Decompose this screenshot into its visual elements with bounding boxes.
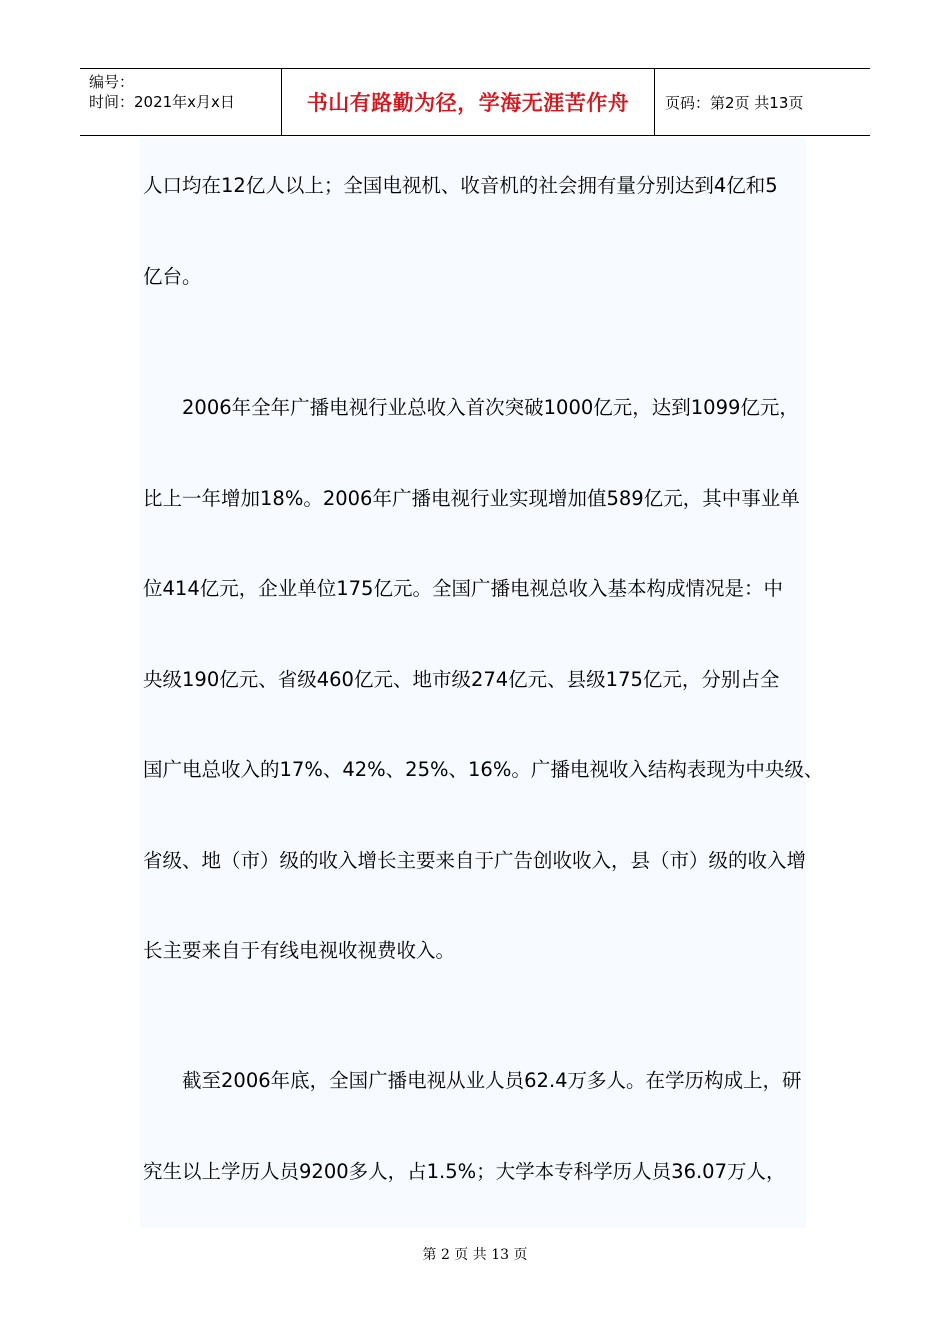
document-date-label: 时间：2021年x月x日	[89, 93, 235, 111]
paragraph-line: 比上一年增加18%。2006年广播电视行业实现增加值589亿元，其中事业单	[143, 486, 800, 510]
header-meta-cell	[80, 69, 282, 135]
paragraph-line: 位414亿元，企业单位175亿元。全国广播电视总收入基本构成情况是：中	[143, 577, 783, 600]
paragraph-line: 长主要来自于有线电视收视费收入。	[143, 939, 456, 962]
header-motto: 书山有路勤为径，学海无涯苦作舟	[306, 91, 630, 115]
paragraph-2	[143, 363, 824, 997]
paragraph-line: 究生以上学历人员9200多人，占1.5%；大学本专科学历人员36.07万人，	[143, 1159, 786, 1183]
header-page-cell	[655, 69, 870, 135]
paragraph-line: 截至2006年底，全国广播电视从业人员62.4万多人。在学历构成上，研	[182, 1069, 802, 1092]
paragraph-line: 国广电总收入的17%、42%、25%、16%。广播电视收入结构表现为中央级、	[143, 758, 824, 781]
paragraph-line: 央级190亿元、省级460亿元、地市级274亿元、县级175亿元，分别占全	[143, 667, 780, 691]
page-footer: 第 2 页 共 13 页	[422, 1247, 528, 1263]
header-page-info: 页码：第2页 共13页	[665, 93, 804, 112]
paragraph-line: 省级、地（市）级的收入增长主要来自于广告创收收入，县（市）级的收入增	[143, 848, 807, 872]
paragraph-1	[143, 141, 813, 322]
paragraph-line: 亿台。	[143, 264, 202, 288]
paragraph-line: 人口均在12亿人以上；全国电视机、收音机的社会拥有量分别达到4亿和5	[143, 174, 778, 197]
page-header	[80, 68, 870, 136]
header-motto-cell	[282, 69, 655, 135]
document-number-label: 编号：	[89, 73, 135, 91]
paragraph-line: 2006年全年广播电视行业总收入首次突破1000亿元，达到1099亿元，	[182, 396, 799, 419]
paragraph-3	[143, 1036, 813, 1217]
